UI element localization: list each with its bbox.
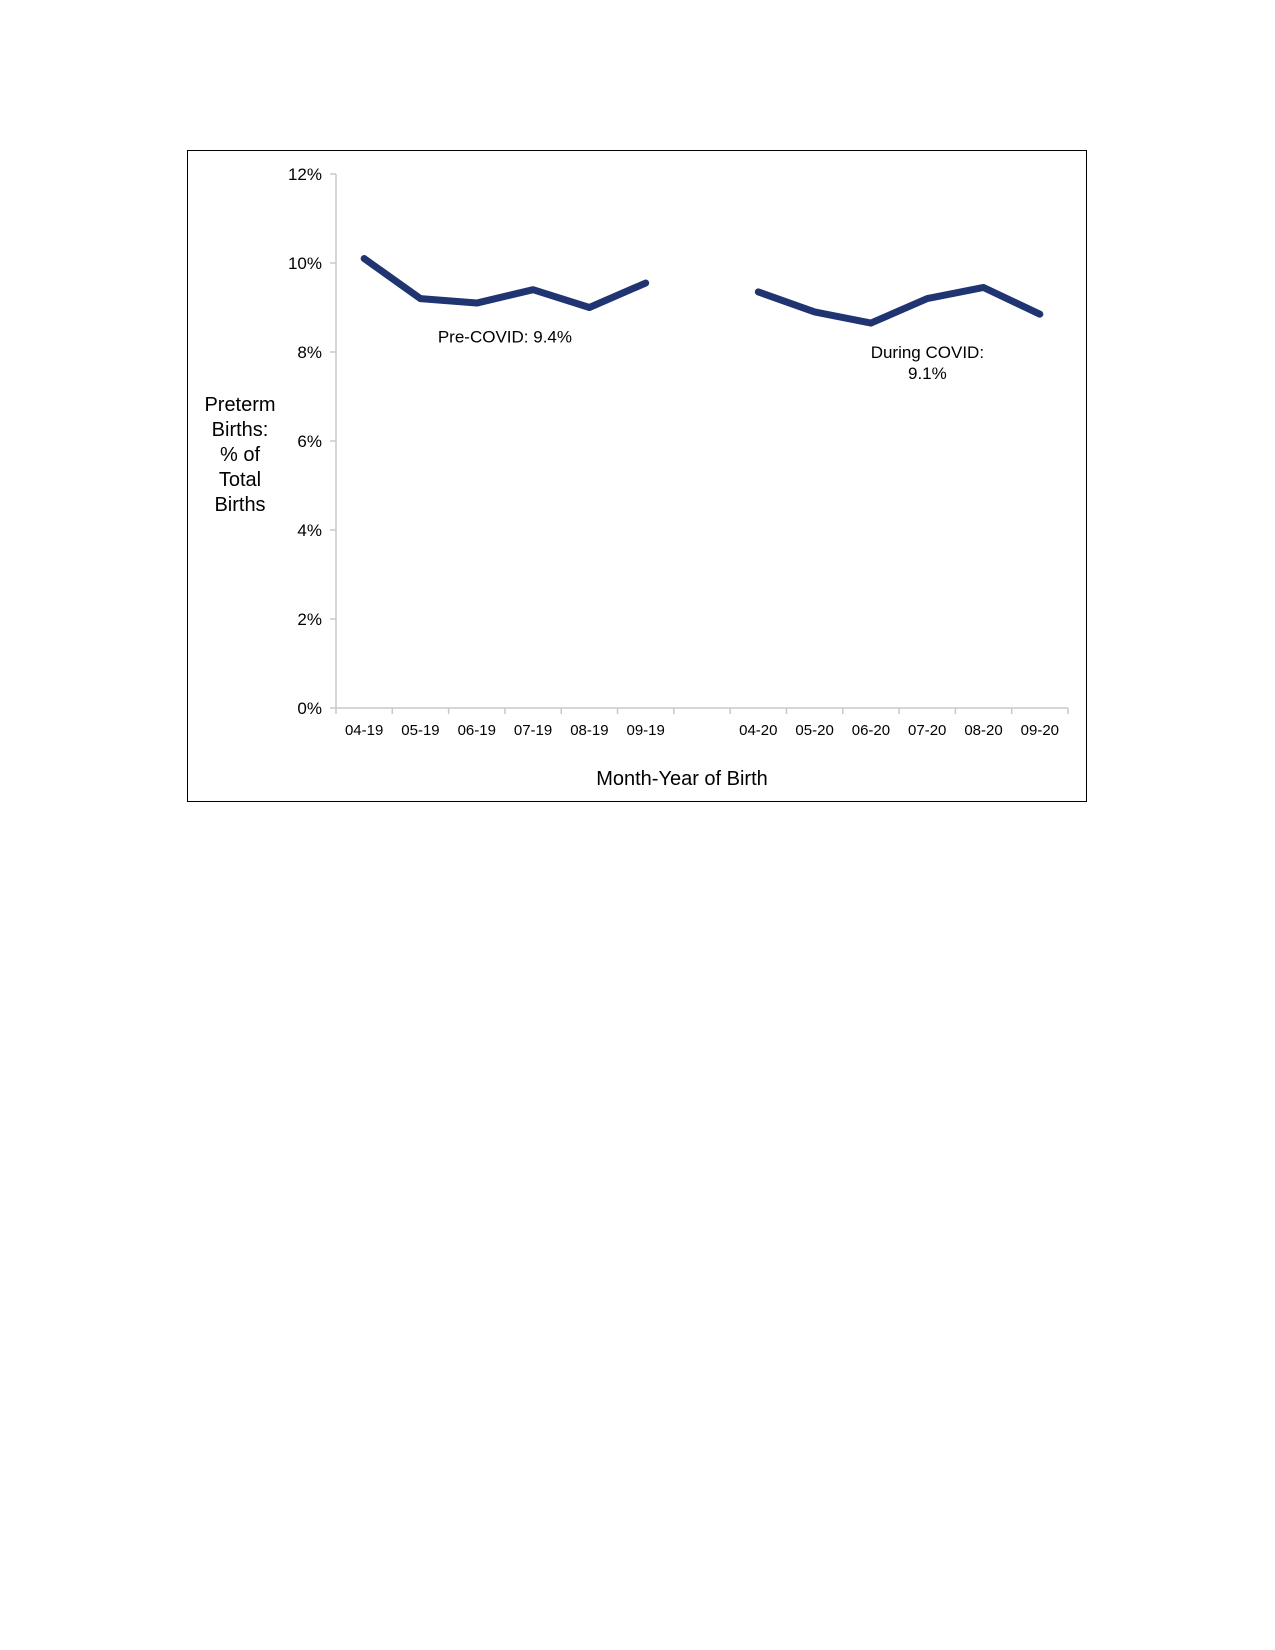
data-point bbox=[758, 291, 759, 292]
y-tick-label: 6% bbox=[297, 432, 322, 451]
series-lines bbox=[364, 258, 1041, 324]
y-axis-title-line: Preterm bbox=[204, 394, 276, 416]
line-chart bbox=[188, 151, 1088, 803]
data-point bbox=[927, 298, 928, 299]
data-point bbox=[364, 258, 365, 259]
x-tick-label: 07-19 bbox=[513, 722, 553, 739]
y-tick-label: 12% bbox=[287, 165, 322, 184]
y-tick-label: 2% bbox=[297, 610, 322, 629]
data-point bbox=[983, 287, 984, 288]
y-axis-title-line: % of bbox=[219, 444, 261, 466]
x-tick-label: 05-19 bbox=[401, 722, 440, 739]
x-tick-label: 04-19 bbox=[344, 722, 384, 739]
y-axis-title-line: Total bbox=[218, 469, 262, 491]
x-tick-label: 08-19 bbox=[570, 722, 609, 739]
x-tick-label: 08-20 bbox=[964, 722, 1003, 739]
y-tick-label: 8% bbox=[297, 343, 322, 362]
chart-frame bbox=[187, 150, 1087, 802]
data-point bbox=[1039, 314, 1040, 315]
x-axis bbox=[336, 708, 1068, 739]
series-line-segment bbox=[758, 287, 1040, 323]
x-tick-label: 06-20 bbox=[851, 722, 891, 739]
data-point bbox=[870, 323, 871, 324]
y-axis bbox=[288, 165, 336, 718]
data-point bbox=[476, 303, 477, 304]
series-line-segment bbox=[364, 259, 646, 308]
data-point bbox=[814, 311, 815, 312]
data-point bbox=[533, 289, 534, 290]
data-point bbox=[420, 298, 421, 299]
x-tick-label: 05-20 bbox=[795, 722, 834, 739]
x-tick-label: 07-20 bbox=[908, 722, 947, 739]
y-tick-label: 4% bbox=[297, 521, 322, 540]
y-axis-title-line: Births bbox=[214, 494, 266, 516]
x-tick-label: 09-19 bbox=[626, 722, 665, 739]
data-point bbox=[589, 307, 590, 308]
y-axis-title-line: Births: bbox=[211, 419, 269, 441]
x-tick-label: 09-20 bbox=[1020, 722, 1060, 739]
data-point bbox=[645, 283, 646, 284]
y-tick-label: 0% bbox=[297, 699, 322, 718]
x-tick-label: 04-20 bbox=[739, 722, 778, 739]
annotation-label: During COVID: bbox=[870, 343, 985, 363]
annotations bbox=[438, 328, 984, 384]
annotation-label: 9.1% bbox=[908, 364, 947, 384]
x-tick-label: 06-19 bbox=[457, 722, 496, 739]
annotation-label: Pre-COVID: 9.4% bbox=[437, 327, 573, 347]
x-axis-title: Month-Year of Birth bbox=[596, 768, 768, 790]
y-tick-label: 10% bbox=[287, 254, 322, 273]
y-axis-title bbox=[204, 394, 275, 516]
